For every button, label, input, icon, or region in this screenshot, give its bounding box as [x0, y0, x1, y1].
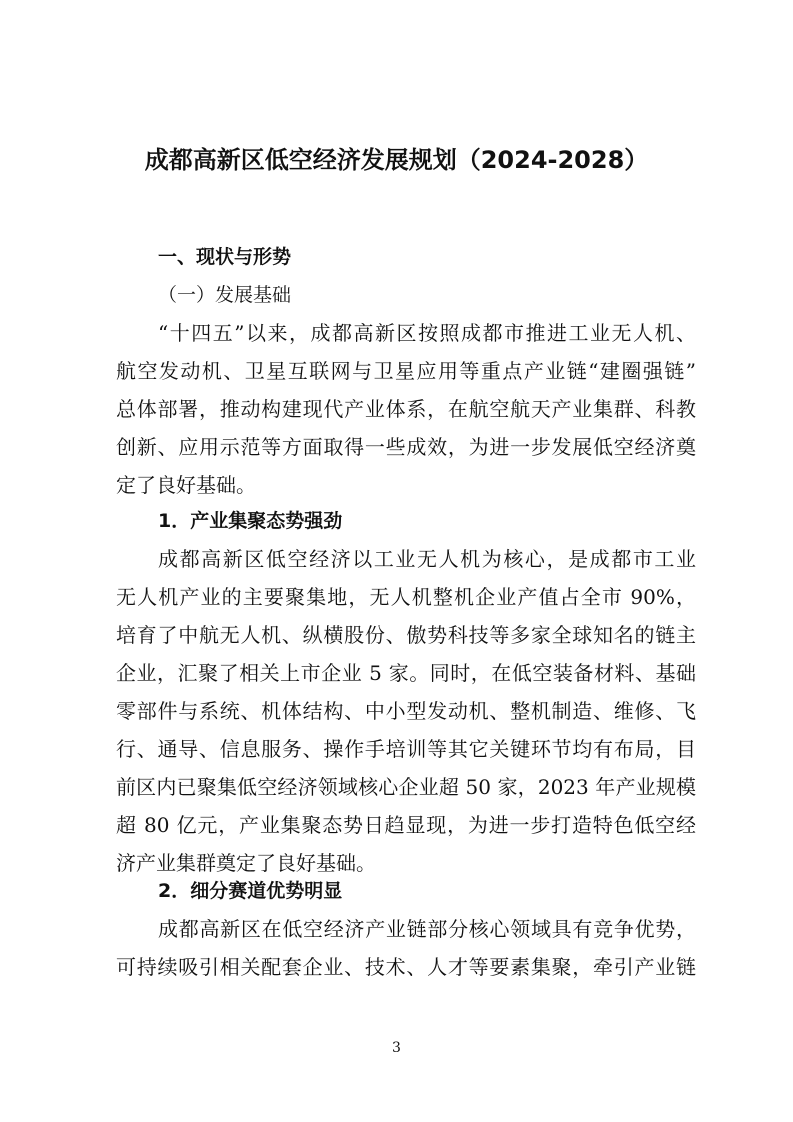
paragraph-line: 航空发动机、卫星互联网与卫星应用等重点产业链“建圈强链” [116, 359, 696, 383]
subsection-heading: （一）发展基础 [158, 284, 292, 306]
paragraph-line: 培育了中航无人机、纵横股份、傲势科技等多家全球知名的链主 [116, 623, 696, 647]
paragraph-line: 企业，汇聚了相关上市企业 5 家。同时，在低空装备材料、基础 [116, 661, 696, 685]
paragraph-line: 成都高新区在低空经济产业链部分核心领域具有竞争优势， [158, 917, 696, 941]
paragraph-line: 定了良好基础。 [116, 473, 256, 497]
paragraph-line: 总体部署，推动构建现代产业体系，在航空航天产业集群、科教 [116, 397, 696, 421]
paragraph-line: “十四五”以来，成都高新区按照成都市推进工业无人机、 [158, 321, 696, 345]
paragraph-line: 创新、应用示范等方面取得一些成效，为进一步发展低空经济奠 [116, 435, 696, 459]
paragraph-line: 前区内已聚集低空经济领域核心企业超 50 家，2023 年产业规模 [116, 775, 696, 799]
paragraph-line: 超 80 亿元，产业集聚态势日趋显现，为进一步打造特色低空经 [116, 813, 696, 837]
paragraph-line: 行、通导、信息服务、操作手培训等其它关键环节均有布局，目 [116, 737, 696, 761]
page-title: 成都高新区低空经济发展规划（2024-2028） [144, 146, 649, 174]
point-heading: 1．产业集聚态势强劲 [158, 510, 343, 532]
paragraph-line: 成都高新区低空经济以工业无人机为核心，是成都市工业 [158, 547, 696, 571]
point-heading: 2．细分赛道优势明显 [158, 880, 343, 902]
paragraph-line: 可持续吸引相关配套企业、技术、人才等要素集聚，牵引产业链 [116, 955, 696, 979]
paragraph-line: 零部件与系统、机体结构、中小型发动机、整机制造、维修、飞 [116, 699, 696, 723]
paragraph-line: 无人机产业的主要聚集地，无人机整机企业产值占全市 90%， [116, 585, 696, 609]
paragraph-line: 济产业集群奠定了良好基础。 [116, 851, 376, 875]
section-heading: 一、现状与形势 [158, 246, 292, 268]
page-number: 3 [392, 1040, 401, 1056]
